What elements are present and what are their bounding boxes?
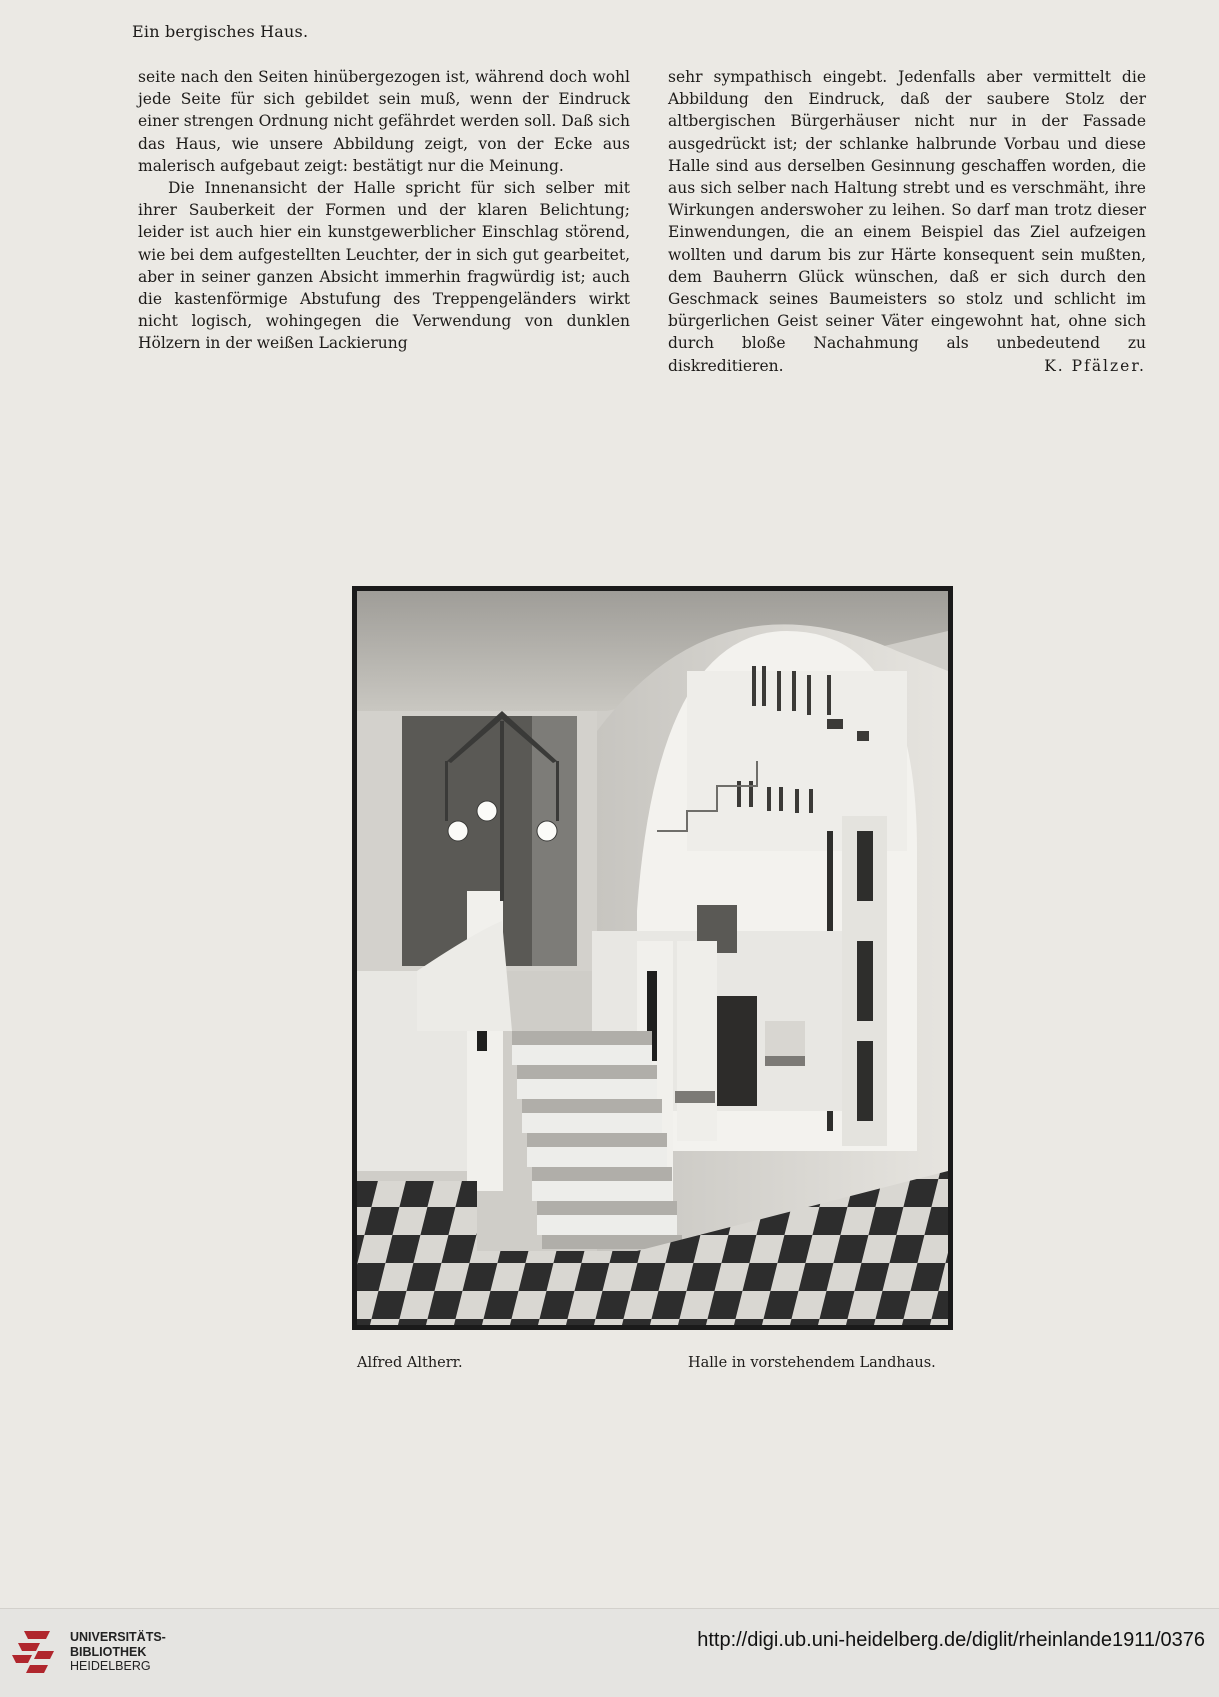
paragraph — [668, 66, 1146, 377]
paragraph: seite nach den Seiten hinübergezogen ist, während doch wohl jede Seite für sich gebildet sein muß, wenn der Eindruck einer strengen Ordnung nicht gefährdet werden soll. Daß sich das Haus, wie unsere Abbildung zeigt, von der Ecke aus malerisch aufgebaut zeigt: bestätigt nur die Meinung. — [138, 68, 630, 175]
photo-credit: Alfred Altherr. — [357, 1355, 463, 1371]
library-name-line: HEIDELBERG — [70, 1659, 151, 1673]
library-name — [70, 1630, 166, 1674]
author-signature: K. Pfälzer. — [1044, 356, 1146, 375]
left-text-column — [138, 66, 630, 355]
paragraph-text: sehr sympathisch eingebt. Jedenfalls aber vermittelt die Abbildung den Eindruck, daß der saubere Stolz der altbergischen Bürgerhäuser nicht nur in der Fassade ausgedrückt ist; der schlanke halbrunde Vorbau und diese Halle sind aus derselben Gesinnung geschaffen worden, die aus sich selber nach Haltung strebt und es verschmäht, ihre Wirkungen anderswoher zu leihen. So darf man trotz dieser Einwendungen, die an einem Beispiel das Ziel aufzeigen wollten und darum bis zur Härte konsequent sein mußten, dem Bauherrn Glück wünschen, daß er sich durch den Geschmack seines Baumeisters so stolz und schlicht im bürgerlichen Geist seiner Väter eingewohnt hat, ohne sich durch bloße Nachahmung als unbedeutend zu diskreditieren. — [668, 68, 1146, 375]
library-name-line: UNIVERSITÄTS- — [70, 1630, 166, 1644]
running-head: Ein bergisches Haus. — [132, 22, 309, 41]
photo-caption: Halle in vorstehendem Landhaus. — [688, 1355, 936, 1371]
source-url-link[interactable]: http://digi.ub.uni-heidelberg.de/diglit/rheinlande1911/0376 — [697, 1629, 1205, 1651]
library-logo-icon — [10, 1625, 62, 1689]
footer-bar — [0, 1608, 1219, 1697]
library-name-line: BIBLIOTHEK — [70, 1644, 147, 1659]
hall-photograph — [352, 586, 953, 1330]
right-text-column — [668, 66, 1146, 377]
paragraph: Die Innenansicht der Halle spricht für sich selber mit ihrer Sauberkeit der Formen und der klaren Belichtung; leider ist auch hier ein kunstgewerblicher Einschlag störend, wie bei dem aufgestellten Leuchter, der in sich gut gearbeitet, aber in seiner ganzen Absicht immerhin fragwürdig ist; auch die kastenförmige Abstufung des Treppengeländers wirkt nicht logisch, wohingegen die Verwendung von dunklen Hölzern in der weißen Lackierung — [138, 179, 630, 353]
hall-photograph-image — [357, 591, 948, 1325]
